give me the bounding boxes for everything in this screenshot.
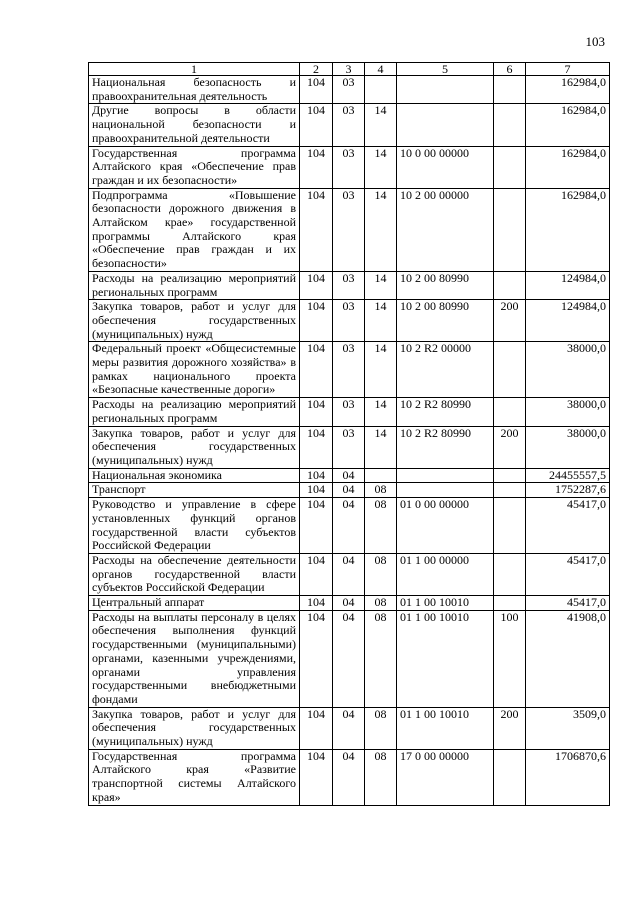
row-gov-code: 104 [300,749,333,805]
row-target-code: 10 2 00 80990 [397,300,494,342]
row-amount: 124984,0 [526,300,610,342]
row-name: Национальная безопасность и правоохранительная деятельность [89,76,300,104]
row-amount: 41908,0 [526,610,610,707]
row-gov-code: 104 [300,426,333,468]
table-row [89,271,610,299]
row-target-code: 01 1 00 10010 [397,596,494,611]
table-row [89,553,610,595]
row-name: Государственная программа Алтайского края «Обеспечение прав граждан и их безопасности» [89,146,300,188]
row-amount: 1706870,6 [526,749,610,805]
row-amount: 162984,0 [526,76,610,104]
table-row [89,610,610,707]
row-name: Центральный аппарат [89,596,300,611]
row-target-code [397,483,494,498]
header-cell-6: 6 [494,63,526,76]
row-amount: 45417,0 [526,553,610,595]
table-row [89,398,610,426]
table-row [89,468,610,483]
row-expense-type [494,104,526,146]
header-cell-5: 5 [397,63,494,76]
row-subsection-code: 08 [365,553,397,595]
row-subsection-code: 08 [365,483,397,498]
row-gov-code: 104 [300,104,333,146]
row-name: Государственная программа Алтайского края «Развитие транспортной системы Алтайского края» [89,749,300,805]
row-section-code: 04 [333,707,365,749]
row-subsection-code: 14 [365,188,397,271]
header-cell-3: 3 [333,63,365,76]
row-expense-type [494,146,526,188]
row-target-code: 10 2 00 80990 [397,271,494,299]
table-row [89,498,610,554]
row-amount: 45417,0 [526,596,610,611]
row-amount: 162984,0 [526,188,610,271]
row-gov-code: 104 [300,707,333,749]
row-amount: 24455557,5 [526,468,610,483]
row-section-code: 04 [333,596,365,611]
table-row [89,483,610,498]
table-row [89,76,610,104]
table-row [89,426,610,468]
row-name: Закупка товаров, работ и услуг для обеспечения государственных (муниципальных) нужд [89,300,300,342]
row-expense-type [494,468,526,483]
row-section-code: 03 [333,76,365,104]
row-gov-code: 104 [300,468,333,483]
row-subsection-code: 08 [365,498,397,554]
row-target-code [397,76,494,104]
row-name: Подпрограмма «Повышение безопасности дорожного движения в Алтайском крае» государственной программы Алтайского края «Обеспечение прав граждан и их безопасности» [89,188,300,271]
row-amount: 1752287,6 [526,483,610,498]
row-gov-code: 104 [300,398,333,426]
row-section-code: 04 [333,498,365,554]
row-expense-type [494,398,526,426]
table-row [89,707,610,749]
row-name: Федеральный проект «Общесистемные меры развития дорожного хозяйства» в рамках национального проекта «Безопасные качественные дороги» [89,342,300,398]
row-gov-code: 104 [300,483,333,498]
row-subsection-code: 14 [365,104,397,146]
row-target-code: 01 0 00 00000 [397,498,494,554]
row-expense-type [494,498,526,554]
row-section-code: 03 [333,342,365,398]
table-row [89,188,610,271]
row-amount: 38000,0 [526,398,610,426]
row-target-code: 10 2 R2 80990 [397,426,494,468]
header-row [89,63,610,76]
row-gov-code: 104 [300,342,333,398]
row-name: Другие вопросы в области национальной безопасности и правоохранительной деятельности [89,104,300,146]
row-expense-type [494,342,526,398]
table-row [89,596,610,611]
row-section-code: 04 [333,749,365,805]
row-amount: 38000,0 [526,342,610,398]
row-amount: 38000,0 [526,426,610,468]
row-subsection-code: 08 [365,707,397,749]
row-expense-type [494,271,526,299]
row-subsection-code: 08 [365,596,397,611]
row-target-code [397,104,494,146]
row-gov-code: 104 [300,271,333,299]
row-expense-type [494,596,526,611]
header-cell-4: 4 [365,63,397,76]
row-expense-type [494,553,526,595]
row-target-code: 10 2 00 00000 [397,188,494,271]
row-gov-code: 104 [300,76,333,104]
row-section-code: 03 [333,271,365,299]
row-section-code: 04 [333,553,365,595]
table-row [89,749,610,805]
table-row [89,342,610,398]
row-name: Руководство и управление в сфере установленных функций органов государственной власти субъектов Российской Федерации [89,498,300,554]
row-section-code: 04 [333,483,365,498]
row-target-code [397,468,494,483]
row-gov-code: 104 [300,188,333,271]
table-row [89,146,610,188]
row-expense-type: 200 [494,707,526,749]
row-section-code: 03 [333,300,365,342]
row-target-code: 17 0 00 00000 [397,749,494,805]
header-cell-7: 7 [526,63,610,76]
row-section-code: 03 [333,398,365,426]
row-section-code: 04 [333,468,365,483]
row-name: Расходы на обеспечение деятельности органов государственной власти субъектов Российской Федерации [89,553,300,595]
row-subsection-code: 08 [365,610,397,707]
row-gov-code: 104 [300,498,333,554]
row-name: Расходы на реализацию мероприятий региональных программ [89,398,300,426]
row-expense-type: 100 [494,610,526,707]
row-name: Расходы на реализацию мероприятий региональных программ [89,271,300,299]
row-expense-type: 200 [494,300,526,342]
row-target-code: 10 2 R2 80990 [397,398,494,426]
page-number: 103 [585,34,605,49]
row-subsection-code: 14 [365,426,397,468]
row-gov-code: 104 [300,610,333,707]
row-target-code: 01 1 00 10010 [397,707,494,749]
row-name: Закупка товаров, работ и услуг для обеспечения государственных (муниципальных) нужд [89,707,300,749]
row-name: Расходы на выплаты персоналу в целях обеспечения выполнения функций государственными (муниципальными) органами, казенными учреждениями, органами управления государственными внебюджетными фондами [89,610,300,707]
row-gov-code: 104 [300,596,333,611]
header-cell-1: 1 [89,63,300,76]
row-subsection-code: 14 [365,271,397,299]
table-row [89,300,610,342]
row-amount: 45417,0 [526,498,610,554]
row-expense-type: 200 [494,426,526,468]
row-expense-type [494,749,526,805]
row-expense-type [494,188,526,271]
row-section-code: 03 [333,426,365,468]
header-cell-2: 2 [300,63,333,76]
row-expense-type [494,76,526,104]
row-amount: 3509,0 [526,707,610,749]
row-section-code: 03 [333,146,365,188]
row-gov-code: 104 [300,146,333,188]
row-target-code: 01 1 00 00000 [397,553,494,595]
table-row [89,104,610,146]
row-amount: 124984,0 [526,271,610,299]
row-subsection-code [365,468,397,483]
row-expense-type [494,483,526,498]
row-target-code: 10 2 R2 00000 [397,342,494,398]
row-gov-code: 104 [300,553,333,595]
row-section-code: 03 [333,188,365,271]
row-target-code: 01 1 00 10010 [397,610,494,707]
row-amount: 162984,0 [526,104,610,146]
row-target-code: 10 0 00 00000 [397,146,494,188]
row-subsection-code: 14 [365,398,397,426]
row-subsection-code: 14 [365,300,397,342]
row-subsection-code: 08 [365,749,397,805]
row-subsection-code [365,76,397,104]
row-subsection-code: 14 [365,146,397,188]
row-section-code: 03 [333,104,365,146]
row-name: Закупка товаров, работ и услуг для обеспечения государственных (муниципальных) нужд [89,426,300,468]
row-name: Национальная экономика [89,468,300,483]
row-gov-code: 104 [300,300,333,342]
row-amount: 162984,0 [526,146,610,188]
row-name: Транспорт [89,483,300,498]
row-section-code: 04 [333,610,365,707]
row-subsection-code: 14 [365,342,397,398]
budget-table [88,62,610,806]
